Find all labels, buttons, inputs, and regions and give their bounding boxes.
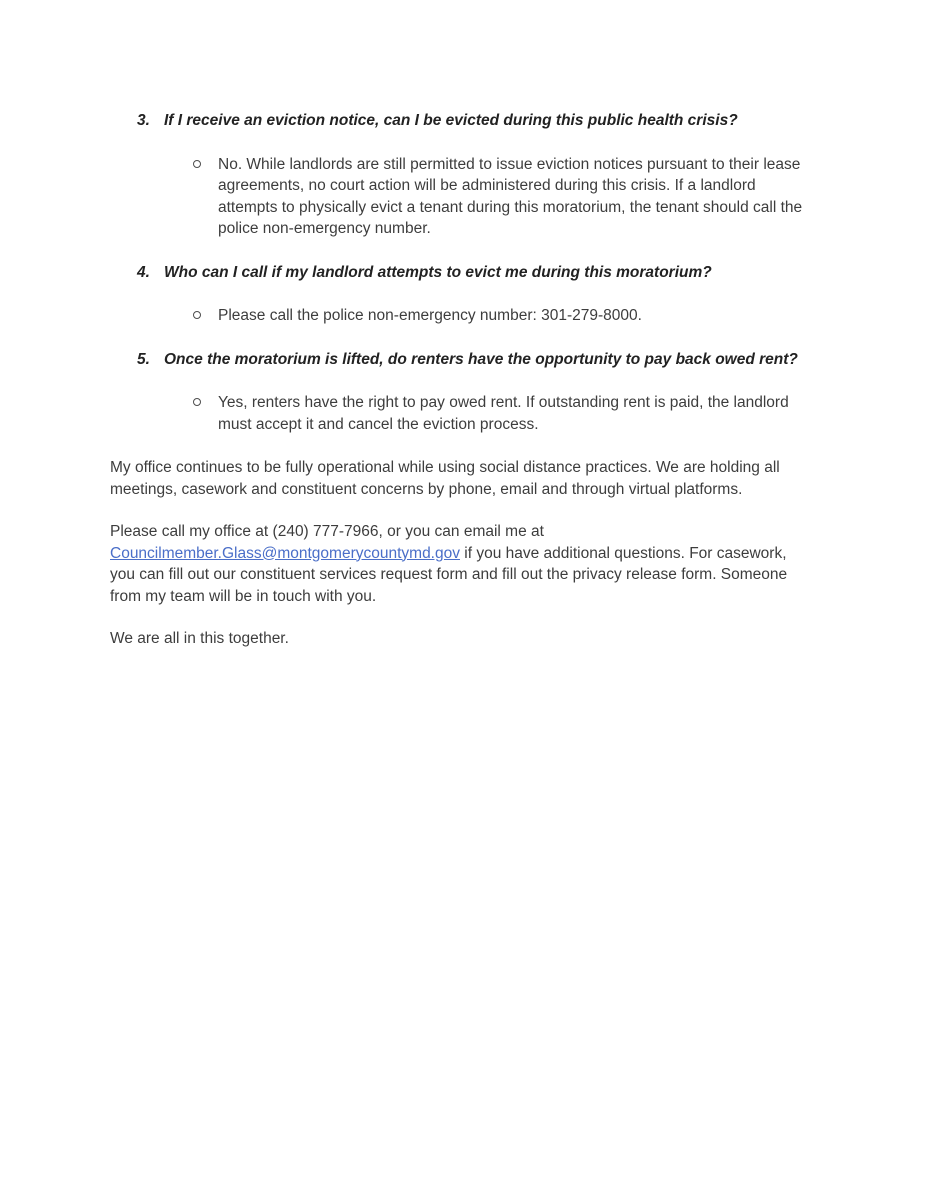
question-row — [137, 262, 812, 284]
bullet-circle-icon — [193, 154, 218, 168]
question-text: If I receive an eviction notice, can I be evicted during this public health crisis? — [164, 112, 738, 129]
email-link[interactable]: Councilmember.Glass@montgomerycountymd.gov — [110, 544, 460, 562]
contact-text-before-link: Please call my office at (240) 777-7966, or you can email me at — [110, 523, 544, 540]
answer-row — [193, 154, 812, 240]
question-row — [137, 110, 812, 132]
bullet-circle-icon — [193, 305, 218, 319]
answer-text: Please call the police non-emergency number: 301-279-8000. — [218, 307, 642, 324]
closing-line: We are all in this together. — [110, 630, 289, 647]
question-number: 5. — [137, 350, 150, 368]
document-content — [110, 110, 812, 650]
question-row — [137, 349, 812, 371]
answer-row — [193, 305, 812, 327]
question-number: 4. — [137, 263, 150, 281]
faq-item-3 — [110, 110, 812, 240]
contact-text-after-link: if you have additional questions. For casework, you can fill out our constituent services request form and fill out the privacy release form. Someone from my team will be in touch with you. — [110, 544, 788, 605]
faq-item-5 — [110, 349, 812, 436]
faq-item-4 — [110, 262, 812, 327]
question-text: Once the moratorium is lifted, do renters have the opportunity to pay back owed rent? — [164, 350, 798, 368]
answer-text: No. While landlords are still permitted to issue eviction notices pursuant to their lease agreements, no court action will be administered during this crisis. If a landlord attempts to physically evict a tenant during this moratorium, the tenant should call the police non-emergency number. — [218, 155, 803, 237]
bullet-circle-icon — [193, 392, 218, 406]
office-status-paragraph: My office continues to be fully operational while using social distance practices. We are holding all meetings, casework and constituent concerns by phone, email and through virtual platforms. — [110, 459, 780, 498]
question-text: Who can I call if my landlord attempts to evict me during this moratorium? — [164, 263, 712, 281]
question-number: 3. — [137, 112, 150, 129]
contact-paragraph — [110, 521, 812, 607]
answer-text: Yes, renters have the right to pay owed rent. If outstanding rent is paid, the landlord must accept it and cancel the eviction process. — [218, 394, 789, 433]
answer-row — [193, 392, 812, 435]
